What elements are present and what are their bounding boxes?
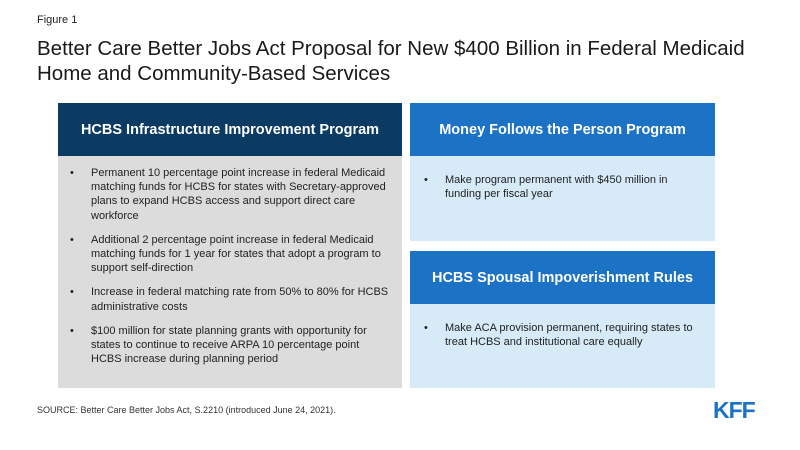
list-item <box>70 324 390 367</box>
list-item-text: Additional 2 percentage point increase in federal Medicaid matching funds for 1 year for states that adopt a program to support self-direction <box>91 233 381 275</box>
spousal-header: HCBS Spousal Impoverishment Rules <box>410 251 715 304</box>
list-item-text: Make program permanent with $450 million in funding per fiscal year <box>445 174 668 201</box>
list-item <box>424 321 699 349</box>
infrastructure-body <box>58 156 402 388</box>
money-follows-header: Money Follows the Person Program <box>410 103 715 156</box>
money-follows-panel <box>410 103 715 241</box>
figure-title: Better Care Better Jobs Act Proposal for New $400 Billion in Federal Medicaid Home and Community-Based Services <box>37 37 745 85</box>
bullet-icon: • <box>70 233 74 246</box>
spousal-panel <box>410 251 715 388</box>
source-note: SOURCE: Better Care Better Jobs Act, S.2210 (introduced June 24, 2021). <box>37 405 336 415</box>
money-follows-list <box>424 173 699 201</box>
list-item <box>70 285 390 313</box>
list-item-text: Make ACA provision permanent, requiring states to treat HCBS and institutional care equally <box>445 322 693 349</box>
spousal-body <box>410 304 715 388</box>
list-item-text: Permanent 10 percentage point increase in federal Medicaid matching funds for HCBS for states with Secretary-approved plans to expand HCBS access and support direct care workforce <box>91 167 386 222</box>
infrastructure-panel <box>58 103 402 388</box>
list-item <box>70 166 390 223</box>
infrastructure-list <box>70 166 390 366</box>
spousal-list <box>424 321 699 349</box>
money-follows-body <box>410 156 715 241</box>
kff-logo: KFF <box>713 397 755 423</box>
bullet-icon: • <box>70 286 74 299</box>
bullet-icon: • <box>70 167 74 179</box>
list-item-text: $100 million for state planning grants with opportunity for states to continue to receive ARPA 10 percentage point HCBS increase during planning period <box>91 324 367 366</box>
bullet-icon: • <box>424 174 428 186</box>
figure-label: Figure 1 <box>37 14 78 26</box>
infrastructure-header: HCBS Infrastructure Improvement Program <box>58 103 402 156</box>
bullet-icon: • <box>424 322 428 334</box>
list-item <box>70 233 390 276</box>
list-item-text: Increase in federal matching rate from 50% to 80% for HCBS administrative costs <box>91 286 389 313</box>
list-item <box>424 173 699 201</box>
bullet-icon: • <box>70 324 74 337</box>
